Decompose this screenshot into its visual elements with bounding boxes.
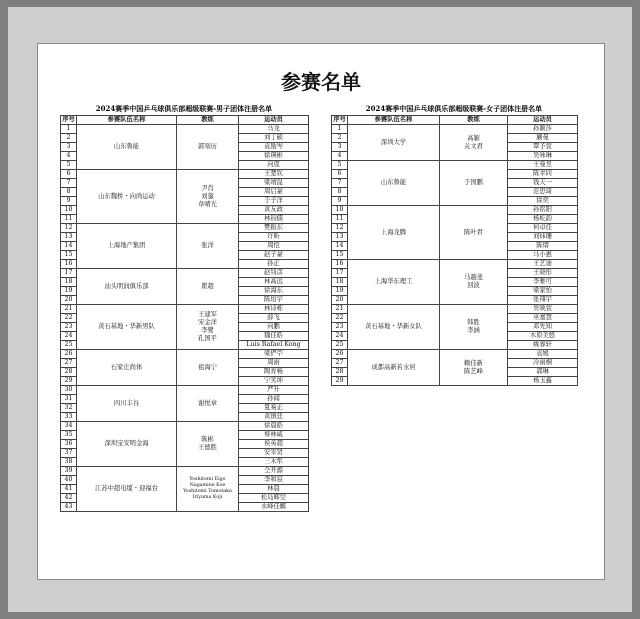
row-number: 6: [61, 170, 77, 179]
player-name: 陈垣宇: [239, 296, 309, 305]
row-number: 5: [332, 161, 348, 170]
player-name: 覃予萱: [508, 143, 578, 152]
row-number: 26: [332, 350, 348, 359]
row-number: 4: [332, 152, 348, 161]
row-number: 37: [61, 449, 77, 458]
team-name: 四川丰谷: [77, 386, 177, 422]
coach-names: 陈叶君: [440, 206, 508, 260]
team-name: 上海龙腾: [348, 206, 440, 260]
player-name: 王曼昱: [508, 161, 578, 170]
row-number: 41: [61, 485, 77, 494]
row-number: 19: [332, 287, 348, 296]
player-name: 赵钊彦: [239, 269, 309, 278]
player-name: 马小惠: [508, 251, 578, 260]
row-number: 11: [332, 215, 348, 224]
row-number: 15: [61, 251, 77, 260]
row-number: 34: [61, 422, 77, 431]
player-name: 徐海东: [239, 287, 309, 296]
player-name: 杨玉鑫: [508, 377, 578, 386]
row-number: 20: [332, 296, 348, 305]
women-roster-table: [331, 115, 578, 386]
player-name: 杨屹韵: [508, 215, 578, 224]
player-name: 徐瑛彬: [239, 152, 309, 161]
player-name: 张翔宇: [508, 296, 578, 305]
player-name: 姚蓉轩: [508, 341, 578, 350]
header-number: 序号: [333, 116, 346, 123]
men-roster-body: [61, 125, 309, 512]
player-name: 吴咏琳: [508, 152, 578, 161]
row-number: 32: [61, 404, 77, 413]
row-number: 28: [332, 368, 348, 377]
row-number: 17: [61, 269, 77, 278]
table-row: [61, 305, 309, 314]
row-number: 7: [61, 179, 77, 188]
men-roster-table: [60, 115, 309, 512]
team-name: 上海华东理工: [348, 260, 440, 305]
player-name: 仝开源: [239, 467, 309, 476]
coach-names: 马越斐 回波: [440, 260, 508, 305]
header-coach: 教练: [177, 116, 239, 125]
row-number: 16: [61, 260, 77, 269]
player-name: 李雅可: [508, 278, 578, 287]
row-number: 22: [61, 314, 77, 323]
player-name: 向鹏: [239, 323, 309, 332]
row-number: 16: [332, 260, 348, 269]
coach-names: 赖佳新 陈艺峰: [440, 350, 508, 386]
player-name: 三木隼: [239, 458, 309, 467]
table-row: [61, 125, 309, 134]
player-name: 刘丁硕: [239, 134, 309, 143]
row-number: 5: [61, 161, 77, 170]
player-name: 梁俨苧: [239, 350, 309, 359]
table-row: [332, 206, 578, 215]
player-name: 袁媛: [508, 350, 578, 359]
header-players: 运动员: [508, 116, 578, 125]
table-row: [61, 386, 309, 395]
row-number: 29: [61, 377, 77, 386]
row-number: 1: [61, 125, 77, 134]
player-name: 陈幸同: [508, 170, 578, 179]
player-name: 林高远: [239, 278, 309, 287]
player-name: 袁励岑: [239, 143, 309, 152]
row-number: 17: [332, 269, 348, 278]
player-name: 何卓佳: [508, 224, 578, 233]
row-number: 24: [61, 332, 77, 341]
player-name: 永峰佳麒: [239, 503, 309, 512]
row-number: 11: [61, 215, 77, 224]
player-name: 刘炜珊: [508, 233, 578, 242]
row-number: 21: [61, 305, 77, 314]
table-row: [61, 467, 309, 476]
row-number: 7: [332, 179, 348, 188]
coach-names: 谢悦章: [177, 386, 239, 422]
row-number: 21: [332, 305, 348, 314]
row-number: 3: [61, 143, 77, 152]
player-name: 徐奕: [508, 197, 578, 206]
player-name: 马龙: [239, 125, 309, 134]
women-roster: [331, 102, 577, 386]
player-name: 王晓彤: [508, 269, 578, 278]
row-number: 31: [61, 395, 77, 404]
player-name: 木原美悠: [508, 332, 578, 341]
coach-names: 陈彬 王德胜: [177, 422, 239, 467]
row-number: 2: [61, 134, 77, 143]
player-name: 范思琦: [508, 188, 578, 197]
row-number: 24: [332, 332, 348, 341]
row-number: 43: [61, 503, 77, 512]
row-number: 40: [61, 476, 77, 485]
row-number: 12: [61, 224, 77, 233]
player-name: 周启豪: [239, 188, 309, 197]
player-name: 徐晨皓: [239, 422, 309, 431]
row-number: 10: [61, 206, 77, 215]
row-number: 28: [61, 368, 77, 377]
coach-names: 郭刻历: [177, 125, 239, 170]
player-name: 樊振东: [239, 224, 309, 233]
team-name: 深圳大学: [348, 125, 440, 161]
player-name: 孙铭阳: [508, 206, 578, 215]
row-number: 18: [332, 278, 348, 287]
row-number: 26: [61, 350, 77, 359]
player-name: 林晨: [239, 485, 309, 494]
women-header-row: [332, 116, 578, 125]
player-name: 邓先知: [508, 323, 578, 332]
row-number: 9: [61, 197, 77, 206]
table-row: [332, 161, 578, 170]
row-number: 35: [61, 431, 77, 440]
coach-names: 韩胜 李涵: [440, 305, 508, 350]
player-name: 陈熠: [508, 242, 578, 251]
player-name: 郭琳: [508, 368, 578, 377]
table-row: [332, 350, 578, 359]
player-name: 黄友政: [239, 206, 309, 215]
row-number: 42: [61, 494, 77, 503]
coach-names: 尹肖 刘鋆 韋晴光: [177, 170, 239, 224]
team-name: 江苏中超电缆・迎福台: [77, 467, 177, 512]
row-number: 27: [332, 359, 348, 368]
coach-names: 张洋: [177, 224, 239, 269]
row-number: 20: [61, 296, 77, 305]
player-name: 赵子豪: [239, 251, 309, 260]
coach-names: 瞿超: [177, 269, 239, 305]
player-name: 吴映萱: [508, 305, 578, 314]
team-name: 深圳宝安明金海: [77, 422, 177, 467]
team-name: 黄石基地・华新男队: [77, 305, 177, 350]
team-name: 山东魏桥・向尚运动: [77, 170, 177, 224]
row-number: 14: [61, 242, 77, 251]
men-roster: [60, 102, 308, 512]
row-number: 13: [61, 233, 77, 242]
player-name: 周雨: [239, 359, 309, 368]
team-name: 成都高新若水居: [348, 350, 440, 386]
row-number: 25: [61, 341, 77, 350]
row-number: 3: [332, 143, 348, 152]
row-number: 15: [332, 251, 348, 260]
header-number: 序号: [62, 116, 75, 123]
row-number: 29: [332, 377, 348, 386]
row-number: 12: [332, 224, 348, 233]
row-number: 6: [332, 170, 348, 179]
player-name: 安宰贤: [239, 449, 309, 458]
row-number: 33: [61, 413, 77, 422]
women-roster-title: 2024赛季中国乒乓球俱乐部超级联赛-女子团体注册名单: [365, 104, 543, 113]
player-name: 孙颖莎: [508, 125, 578, 134]
player-name: 钱天一: [508, 179, 578, 188]
player-name: 于子洋: [239, 197, 309, 206]
team-name: 上海地产集团: [77, 224, 177, 269]
table-row: [61, 170, 309, 179]
header-coach: 教练: [440, 116, 508, 125]
coach-names: 王建军 宋金洋 李鹭 孔国平: [177, 305, 239, 350]
table-row: [332, 260, 578, 269]
table-row: [61, 422, 309, 431]
player-name: 松岛辉空: [239, 494, 309, 503]
table-row: [332, 125, 578, 134]
player-name: 向宬: [239, 161, 309, 170]
row-number: 30: [61, 386, 77, 395]
header-players: 运动员: [239, 116, 309, 125]
player-name: 许昕: [239, 233, 309, 242]
table-row: [61, 269, 309, 278]
row-number: 22: [332, 314, 348, 323]
coach-names: 于国鹏: [440, 161, 508, 206]
team-name: 石家庄尚体: [77, 350, 177, 386]
team-name: 汕头明润俱乐部: [77, 269, 177, 305]
player-name: 林诗栋: [239, 305, 309, 314]
player-name: 魏佳皓: [239, 332, 309, 341]
team-name: 山东鲁能: [77, 125, 177, 170]
team-name: 山东鲁能: [348, 161, 440, 206]
table-row: [61, 224, 309, 233]
player-name: 严升: [239, 386, 309, 395]
player-name: 冷雨桐: [508, 359, 578, 368]
player-name: 蔡林威: [239, 431, 309, 440]
men-header-row: [61, 116, 309, 125]
player-name: 王楚钦: [239, 170, 309, 179]
table-row: [61, 350, 309, 359]
row-number: 13: [332, 233, 348, 242]
player-name: 蒯曼: [508, 134, 578, 143]
row-number: 38: [61, 458, 77, 467]
coach-names: 高颖 关文君: [440, 125, 508, 161]
player-name: 孙闻: [239, 395, 309, 404]
row-number: 18: [61, 278, 77, 287]
row-number: 19: [61, 287, 77, 296]
row-number: 14: [332, 242, 348, 251]
row-number: 8: [61, 188, 77, 197]
row-number: 23: [332, 323, 348, 332]
row-number: 8: [332, 188, 348, 197]
player-name: 孙正: [239, 260, 309, 269]
player-name: 梁靖崑: [239, 179, 309, 188]
player-name: 夏易正: [239, 404, 309, 413]
player-name: 林钧儒: [239, 215, 309, 224]
row-number: 25: [332, 341, 348, 350]
men-roster-title: 2024赛季中国乒乓球俱乐部超级联赛-男子团体注册名单: [95, 104, 273, 113]
team-name: 黄石基地・华新女队: [348, 305, 440, 350]
row-number: 36: [61, 440, 77, 449]
photo-frame: [8, 7, 632, 612]
coach-names: 祖海宁: [177, 350, 239, 386]
player-name: Luis Rafael Kong: [239, 341, 309, 350]
player-name: 巫嘉慧: [508, 314, 578, 323]
player-name: 黄镇廷: [239, 413, 309, 422]
table-row: [332, 305, 578, 314]
coach-names: Yoshitomi Eigo Nagamine Koe Yoshitomi Tomotaka Iriyama Koji: [177, 467, 239, 512]
player-name: 王艺迪: [508, 260, 578, 269]
row-number: 23: [61, 323, 77, 332]
row-number: 2: [332, 134, 348, 143]
row-number: 9: [332, 197, 348, 206]
player-name: 薛飞: [239, 314, 309, 323]
roster-sheet: [37, 43, 605, 580]
row-number: 27: [61, 359, 77, 368]
player-name: 李和宸: [239, 476, 309, 485]
women-roster-body: [332, 125, 578, 386]
player-name: 陶育畅: [239, 368, 309, 377]
player-name: 周恺: [239, 242, 309, 251]
page-title: 参赛名单: [281, 70, 361, 94]
header-team: 参赛队伍名称: [348, 116, 440, 125]
row-number: 10: [332, 206, 348, 215]
row-number: 4: [61, 152, 77, 161]
row-number: 39: [61, 467, 77, 476]
player-name: 梁家怡: [508, 287, 578, 296]
header-team: 参赛队伍名称: [77, 116, 177, 125]
player-name: 侯英超: [239, 440, 309, 449]
row-number: 1: [332, 125, 348, 134]
player-name: 宁笑坤: [239, 377, 309, 386]
